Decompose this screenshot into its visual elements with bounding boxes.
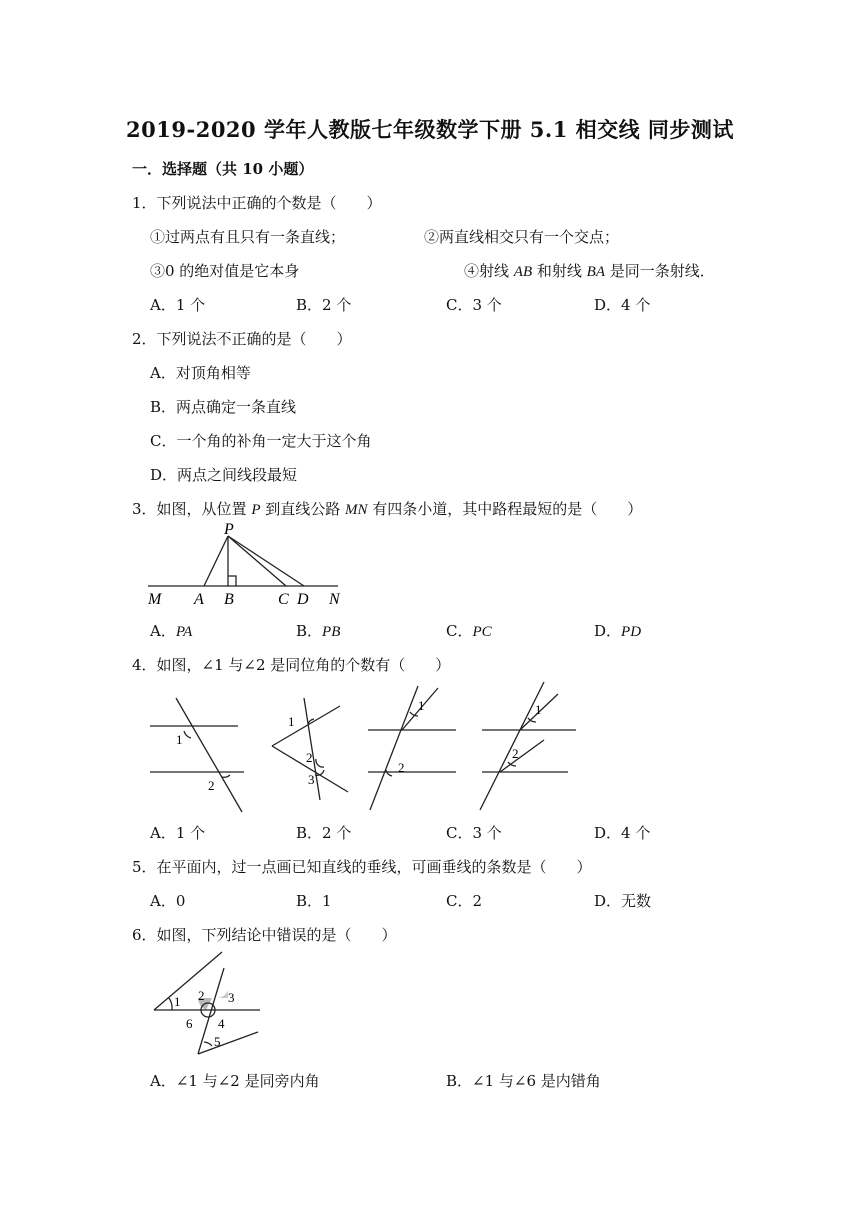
q4-option-c: C．3 个 bbox=[446, 824, 502, 842]
label-n: N bbox=[329, 591, 340, 608]
q6-label-5: 5 bbox=[214, 1034, 221, 1049]
q6-upper-ray bbox=[154, 952, 222, 1010]
q3-option-b: B．PB bbox=[296, 622, 341, 640]
q3-stem: 3．如图，从位置 P 到直线公路 MN 有四条小道，其中路程最短的是（ ） bbox=[132, 500, 643, 518]
q5-option-c: C．2 bbox=[446, 892, 483, 910]
q1-option-d: D．4 个 bbox=[594, 296, 651, 314]
q1-statement-1: ①过两点有且只有一条直线； bbox=[150, 228, 346, 246]
q2-stem: 2．下列说法不正确的是（ ） bbox=[132, 330, 352, 348]
label-d: D bbox=[297, 591, 309, 608]
q5-option-a: A．0 bbox=[150, 892, 186, 910]
q4-fig4-label-2: 2 bbox=[512, 746, 519, 761]
q1-option-c: C．3 个 bbox=[446, 296, 502, 314]
q2-option-a: A．对顶角相等 bbox=[150, 364, 251, 382]
q5-stem: 5．在平面内，过一点画已知直线的垂线，可画垂线的条数是（ ） bbox=[132, 858, 592, 876]
q4-fig2-label-1: 1 bbox=[288, 714, 295, 729]
q6-figure bbox=[150, 948, 270, 1060]
q2-option-d: D．两点之间线段最短 bbox=[150, 466, 298, 484]
q6-option-a: A．∠1 与∠2 是同旁内角 bbox=[150, 1072, 320, 1090]
label-b: B bbox=[224, 591, 234, 608]
q5-option-d: D．无数 bbox=[594, 892, 652, 910]
q6-option-b: B．∠1 与∠6 是内错角 bbox=[446, 1072, 601, 1090]
q4-option-a: A．1 个 bbox=[150, 824, 206, 842]
q1-option-b: B．2 个 bbox=[296, 296, 352, 314]
q4-fig3-label-2: 2 bbox=[398, 760, 405, 775]
q6-label-1: 1 bbox=[174, 994, 181, 1009]
label-p: P bbox=[224, 521, 234, 538]
label-a: A bbox=[194, 591, 204, 608]
q6-stem: 6．如图，下列结论中错误的是（ ） bbox=[132, 926, 397, 944]
q6-label-4: 4 bbox=[218, 1016, 225, 1031]
path-pd bbox=[228, 536, 304, 586]
q1-statement-3: ③0 的绝对值是它本身 bbox=[150, 262, 300, 280]
right-angle-mark bbox=[228, 576, 236, 586]
q3-option-a: A．PA bbox=[150, 622, 193, 640]
q1-statement-2: ②两直线相交只有一个交点； bbox=[424, 228, 620, 246]
q4-fig1-label-1: 1 bbox=[176, 732, 183, 747]
q3-option-c: C．PC bbox=[446, 622, 492, 640]
section-heading: 一．选择题（共 10 小题） bbox=[132, 160, 314, 178]
q4-stem: 4．如图，∠1 与∠2 是同位角的个数有（ ） bbox=[132, 656, 451, 674]
q4-fig4-label-1: 1 bbox=[535, 702, 542, 717]
q4-figures bbox=[140, 676, 590, 816]
page-title: 2019-2020 学年人教版七年级数学下册 5.1 相交线 同步测试 bbox=[126, 117, 734, 142]
q4-option-b: B．2 个 bbox=[296, 824, 352, 842]
q5-option-b: B．1 bbox=[296, 892, 332, 910]
q1-stem: 1．下列说法中正确的个数是（ ） bbox=[132, 194, 382, 212]
q3-figure bbox=[146, 522, 356, 606]
label-m: M bbox=[148, 591, 162, 608]
q1-statement-4: ④射线 AB 和射线 BA 是同一条射线． bbox=[464, 262, 715, 280]
q4-fig3-label-1: 1 bbox=[418, 698, 425, 713]
q6-label-3: 3 bbox=[228, 990, 235, 1005]
q4-fig2-label-3: 3 bbox=[308, 772, 315, 787]
q2-option-c: C．一个角的补角一定大于这个角 bbox=[150, 432, 372, 450]
path-pa bbox=[204, 536, 228, 586]
q4-fig1-label-2: 2 bbox=[208, 778, 215, 793]
path-pc bbox=[228, 536, 286, 586]
label-c: C bbox=[278, 591, 289, 608]
q3-option-d: D．PD bbox=[594, 622, 642, 640]
q4-fig2-label-2: 2 bbox=[306, 750, 313, 765]
q4-option-d: D．4 个 bbox=[594, 824, 651, 842]
q6-label-6: 6 bbox=[186, 1016, 193, 1031]
q2-option-b: B．两点确定一条直线 bbox=[150, 398, 297, 416]
q1-option-a: A．1 个 bbox=[150, 296, 206, 314]
q6-label-2: 2 bbox=[198, 988, 205, 1003]
